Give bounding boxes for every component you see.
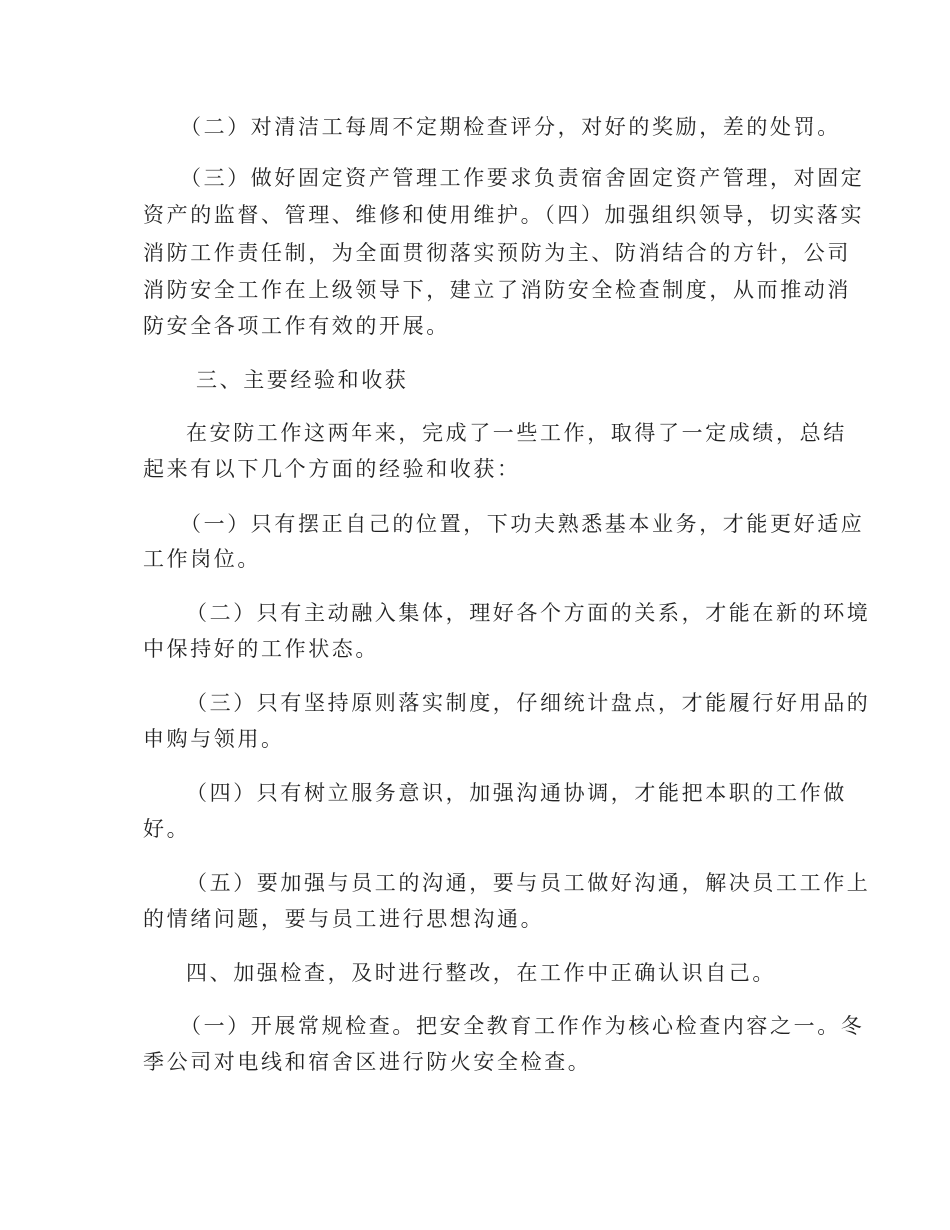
paragraph-line: 工作岗位。 [143, 547, 261, 571]
paragraph-line: （二）对清洁工每周不定期检查评分，对好的奖励，差的处罚。 [180, 115, 841, 139]
paragraph-line: 起来有以下几个方面的经验和收获： [143, 457, 521, 481]
paragraph-line: 资产的监督、管理、维修和使用维护。（四）加强组织领导，切实落实 [143, 203, 865, 227]
paragraph-line: （五）要加强与员工的沟通，要与员工做好沟通，解决员工工作上 [186, 871, 871, 895]
paragraph-line: （一）开展常规检查。把安全教育工作作为核心检查内容之一。冬 [180, 1014, 865, 1038]
paragraph-line: （四）只有树立服务意识，加强沟通协调，才能把本职的工作做 [186, 781, 847, 805]
paragraph-line: （三）只有坚持原则落实制度，仔细统计盘点，才能履行好用品的 [186, 691, 871, 715]
paragraph-line: 申购与领用。 [143, 727, 285, 751]
paragraph-line: 消防工作责任制，为全面贯彻落实预防为主、防消结合的方针，公司 [143, 241, 851, 265]
paragraph-line: 中保持好的工作状态。 [143, 637, 379, 661]
paragraph-line: 消防安全工作在上级领导下，建立了消防安全检查制度，从而推动消 [143, 278, 851, 302]
paragraph-line: 防安全各项工作有效的开展。 [143, 314, 450, 338]
section-heading: 三、主要经验和收获 [196, 368, 409, 392]
paragraph-line: （三）做好固定资产管理工作要求负责宿舍固定资产管理，对固定 [180, 166, 865, 190]
paragraph-line: 的情绪问题，要与员工进行思想沟通。 [143, 907, 545, 931]
section-heading: 四、加强检查，及时进行整改，在工作中正确认识自己。 [186, 961, 776, 985]
paragraph-line: （一）只有摆正自己的位置，下功夫熟悉基本业务，才能更好适应 [180, 512, 865, 536]
paragraph-line: 好。 [143, 817, 191, 841]
paragraph-line: 季公司对电线和宿舍区进行防火安全检查。 [143, 1050, 592, 1074]
paragraph-line: （二）只有主动融入集体，理好各个方面的关系，才能在新的环境 [186, 601, 871, 625]
paragraph-line: 在安防工作这两年来，完成了一些工作，取得了一定成绩，总结 [186, 421, 847, 445]
